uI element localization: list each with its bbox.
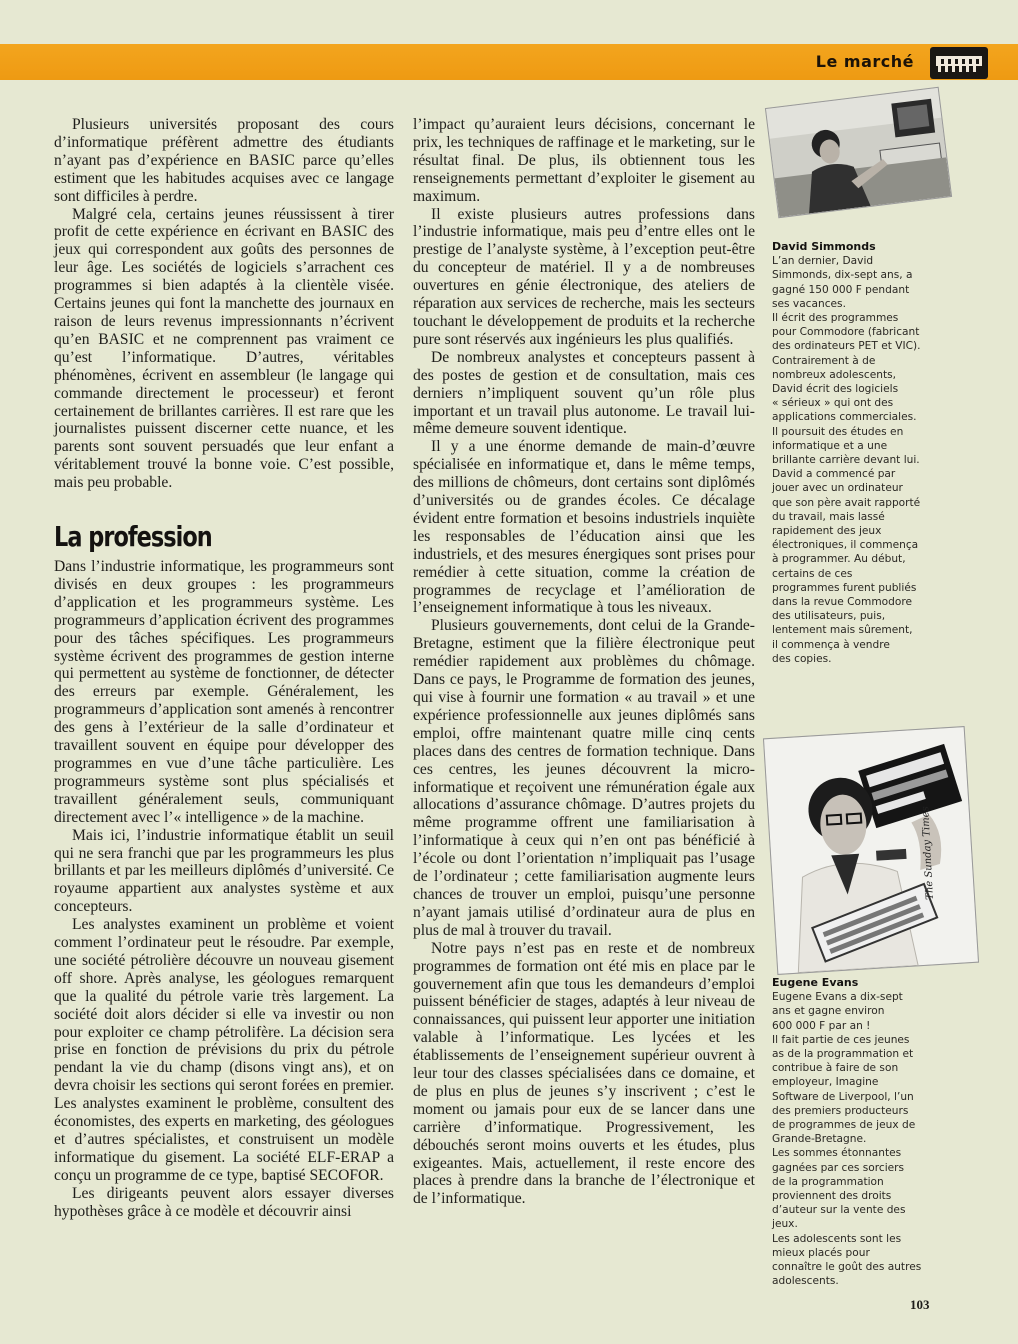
caption-line: de la programmation <box>772 1175 884 1188</box>
section-heading: La profession <box>54 520 212 553</box>
caption-line: Les sommes étonnantes <box>772 1147 902 1160</box>
caption-name: David Simmonds <box>772 240 876 253</box>
paragraph: Les dirigeants peuvent alors essayer diverses hypothèses grâce à ce modèle et découvrir ainsi <box>54 1184 394 1220</box>
column-1-intro <box>54 116 394 492</box>
paragraph: Plusieurs gouvernements, dont celui de la Grande-Bretagne, estiment que la filière électronique peut remédier rapidement aux problèmes du chômage. Dans ce pays, le Programme de formation des jeunes, qui vise à fournir une formation « au travail » et une expérience professionnelle aux jeunes diplômés sans emploi, offre maintenant quatre mille cinq cents places dans des centres de formation technique. Dans ces centres, les jeunes découvrent la micro-informatique et reçoivent une rémunération égale aux allocations d’assurance chômage. D’autres projets du même programme offrent une familiarisation à l’informatique à ceux qui n’en ont pas bénéficié à l’école ou dont l’orientation n’impliquait pas l’usage de l’ordinateur ; cette familiarisation augmente leurs chances de trouver un emploi, puisqu’une personne n’ayant jamais utilisé d’ordinateur aura de plus en plus de mal à trouver du travail. <box>413 617 755 939</box>
eugene-evans-photo <box>763 726 979 975</box>
caption-line: applications commerciales. <box>772 411 917 424</box>
paragraph: Dans l’industrie informatique, les programmeurs sont divisés en deux groupes : les programmeurs d’application et les programmeurs système. Les programmeurs d’application écrivent des programmes pour des tâches spécifiques. Les programmeurs système écrivent des programmes de gestion interne qui permettent au système de fonctionner, de détecter des erreurs par exemple. Généralement, les programmeurs d’application sont amenés à rencontrer des gens à l’extérieur de la salle d’ordinateur et travaillent souvent en équipe pour développer des programmes en vue d’une tâche particulière. Les programmeurs système sont plus spécialisés et travaillent généralement seuls, communiquant directement avec l’« intelligence » de la machine. <box>54 558 394 826</box>
caption-line: proviennent des droits <box>772 1190 892 1203</box>
caption-line: connaître le goût des autres <box>772 1261 922 1274</box>
david-simmonds-photo <box>765 87 952 218</box>
caption-name: Eugene Evans <box>772 976 859 989</box>
paragraph: De nombreux analystes et concepteurs passent à des postes de gestion et de consultation, mais ces derniers n’impliquent souvent qu’un rôle plus important et un travail plus autonome. Le travail lui-même demeure souvent identique. <box>413 348 755 438</box>
caption-line: contribue à faire de son <box>772 1062 899 1075</box>
paragraph: l’impact qu’auraient leurs décisions, concernant le prix, les techniques de raffinage et le marketing, sur le résultat final. De plus, ils obtiennent tous les renseignements permettant d’exploiter le gisement au maximum. <box>413 116 755 205</box>
paragraph: Il y a une énorme demande de main-d’œuvre spécialisée en informatique et, dans le même temps, des millions de chômeurs, dont certains sont diplômés d’universités ou de grandes écoles. Ce décalage évident entre formation et besoins industriels inquiète les responsables de l’éducation ainsi que les industriels, et des mesures énergiques sont prises pour remédier à cette situation, comme la création de programmes de recyclage et l’amélioration de l’enseignement informatique à tous les niveaux. <box>413 438 755 617</box>
caption-line: Simmonds, dix-sept ans, a <box>772 269 913 282</box>
caption-line: as de la programmation et <box>772 1048 914 1061</box>
caption-line: du travail, mais lassé <box>772 510 885 523</box>
caption-line: des utilisateurs, puis, <box>772 610 886 623</box>
caption-line: que son père avait rapporté <box>772 496 921 509</box>
caption-line: mieux placés pour <box>772 1246 870 1259</box>
caption-line: dans la revue Commodore <box>772 596 912 609</box>
caption-line: employeur, Imagine <box>772 1076 879 1089</box>
caption-line: Les adolescents sont les <box>772 1232 902 1245</box>
caption-line: programmes furent publiés <box>772 581 917 594</box>
caption-line: jeux. <box>772 1218 798 1231</box>
caption-line: certains de ces <box>772 567 853 580</box>
caption-line: d’auteur sur la vente des <box>772 1204 906 1217</box>
caption-line: brillante carrière devant lui. <box>772 454 920 467</box>
caption-line: David a commencé par <box>772 468 896 481</box>
caption-line: ans et gagne environ <box>772 1005 885 1018</box>
caption-line: Software de Liverpool, l’un <box>772 1090 914 1103</box>
caption-line: électroniques, il commença <box>772 539 919 552</box>
paragraph: Notre pays n’est pas en reste et de nombreux programmes de formation ont été mis en place par le gouvernement afin que tous les demandeurs d’emploi puissent bénéficier de stages, adaptés à leur niveau de connaissances, qui puissent leur apporter une initiation valable à l’informatique. Les lycées et les établissements de l’enseignement supérieur ouvrent à leur tour des classes spécialisées dans ce domaine, et de plus en plus de jeunes s’y inscrivent ; c’est le moment ou jamais pour eux de se lancer dans une carrière d’informatique. Progressivement, les débouchés seront moins ouverts et les études, plus exigeantes. Mais, actuellement, il reste encore des places à prendre dans la branche de l’électronique et de l’informatique. <box>413 939 755 1208</box>
caption-line: jouer avec un ordinateur <box>772 482 903 495</box>
caption-line: des copies. <box>772 652 832 665</box>
caption-line: des premiers producteurs <box>772 1104 909 1117</box>
caption-line: gagnées par ces sorciers <box>772 1161 905 1174</box>
caption-line: de programmes de jeux de <box>772 1119 916 1132</box>
column-1-body <box>54 558 394 1221</box>
caption-line: pour Commodore (fabricant <box>772 326 920 339</box>
paragraph: Malgré cela, certains jeunes réussissent à tirer profit de cette expérience en écrivant en BASIC des jeux qui correspondent aux goûts des personnes de leur âge. Les sociétés de logiciels s’arrachent ces programmes si bien adaptés à la clientèle visée. Certains jeunes qui font la manchette des journaux en raison de leurs revenus impressionnants n’écrivent qu’en BASIC et ne comprennent pas vraiment ce qu’est l’informatique. D’autres, véritables phénomènes, écrivent en assembleur (le langage qui commande directement le processeur) et feront certainement de brillantes carrières. Il est rare que les journalistes puissent discerner cette nuance, et les parents sont souvent persuadés que leur enfant a véritablement trouvé la bonne voie. C’est possible, mais peu probable. <box>54 205 394 492</box>
paragraph: Mais ici, l’industrie informatique établit un seuil qui ne sera franchi que par les programmeurs les plus brillants et par les meilleurs diplômés d’université. Ce royaume appartient aux analystes système et aux concepteurs. <box>54 826 394 916</box>
paragraph: Il existe plusieurs autres professions dans l’industrie informatique, mais peu d’entre elles ont le prestige de l’analyste système, à l’exception peut-être du concepteur de matériel. Il y a de nombreuses ouvertures en génie électronique, des ateliers de réparation aux services de recherche, mais les secteurs touchant le développement de produits et la recherche pure sont réservés aux ingénieurs les plus qualifiés. <box>413 205 755 348</box>
caption-eugene-evans <box>772 976 940 1288</box>
caption-line: Il poursuit des études en <box>772 425 904 438</box>
caption-david-simmonds <box>772 240 940 666</box>
caption-line: nombreux adolescents, <box>772 368 897 381</box>
caption-line: gagné 150 000 F pendant <box>772 283 910 296</box>
caption-line: informatique et a une <box>772 439 888 452</box>
caption-line: Il fait partie de ces jeunes <box>772 1033 910 1046</box>
caption-line: 600 000 F par an ! <box>772 1019 871 1032</box>
section-label: Le marché <box>815 52 914 71</box>
caption-line: L’an dernier, David <box>772 255 874 268</box>
page-number: 103 <box>910 1297 930 1312</box>
caption-line: Contrairement à de <box>772 354 876 367</box>
caption-line: lentement mais sûrement, <box>772 624 913 637</box>
caption-line: Grande-Bretagne. <box>772 1133 867 1146</box>
caption-line: David écrit des logiciels <box>772 383 899 396</box>
photo-credit: The Sunday Times <box>920 806 936 900</box>
paragraph: Les analystes examinent un problème et voient comment l’ordinateur peut le résoudre. Par exemple, une société pétrolière découvre un nouveau gisement off shore. Après analyse, les géologues remarquent que la qualité du pétrole varie très largement. La société doit alors décider si elle va investir ou non pour exploiter ce champ pétrolifère. La décision sera prise en fonction de prévisions du prix du pétrole pendant la vie du champ (disons vingt ans), et on devra choisir les sections qui seront forées en premier. Les analystes examinent le problème, consultent des économistes, des experts en marketing, des géologues et d’autres spécialistes, et construisent un modèle informatique du gisement. La société ELF-ERAP a conçu un programme de ce type, baptisé SECOFOR. <box>54 916 394 1184</box>
caption-line: Il écrit des programmes <box>772 312 899 325</box>
caption-line: adolescents. <box>772 1275 839 1288</box>
caption-line: « sérieux » qui ont des <box>772 397 894 410</box>
caption-line: ses vacances. <box>772 297 846 310</box>
keyboard-icon <box>930 47 988 79</box>
caption-line: des ordinateurs PET et VIC). <box>772 340 921 353</box>
caption-line: Eugene Evans a dix-sept <box>772 991 903 1004</box>
column-2-body <box>413 116 755 1208</box>
caption-line: rapidement des jeux <box>772 525 882 538</box>
caption-line: il commença à vendre <box>772 638 890 651</box>
caption-line: à programmer. Au début, <box>772 553 906 566</box>
paragraph: Plusieurs universités proposant des cours d’informatique préfèrent admettre des étudiants n’ayant pas d’expérience en BASIC parce qu’elles estiment que les habitudes acquises avec ce langage sont difficiles à perdre. <box>54 116 394 205</box>
